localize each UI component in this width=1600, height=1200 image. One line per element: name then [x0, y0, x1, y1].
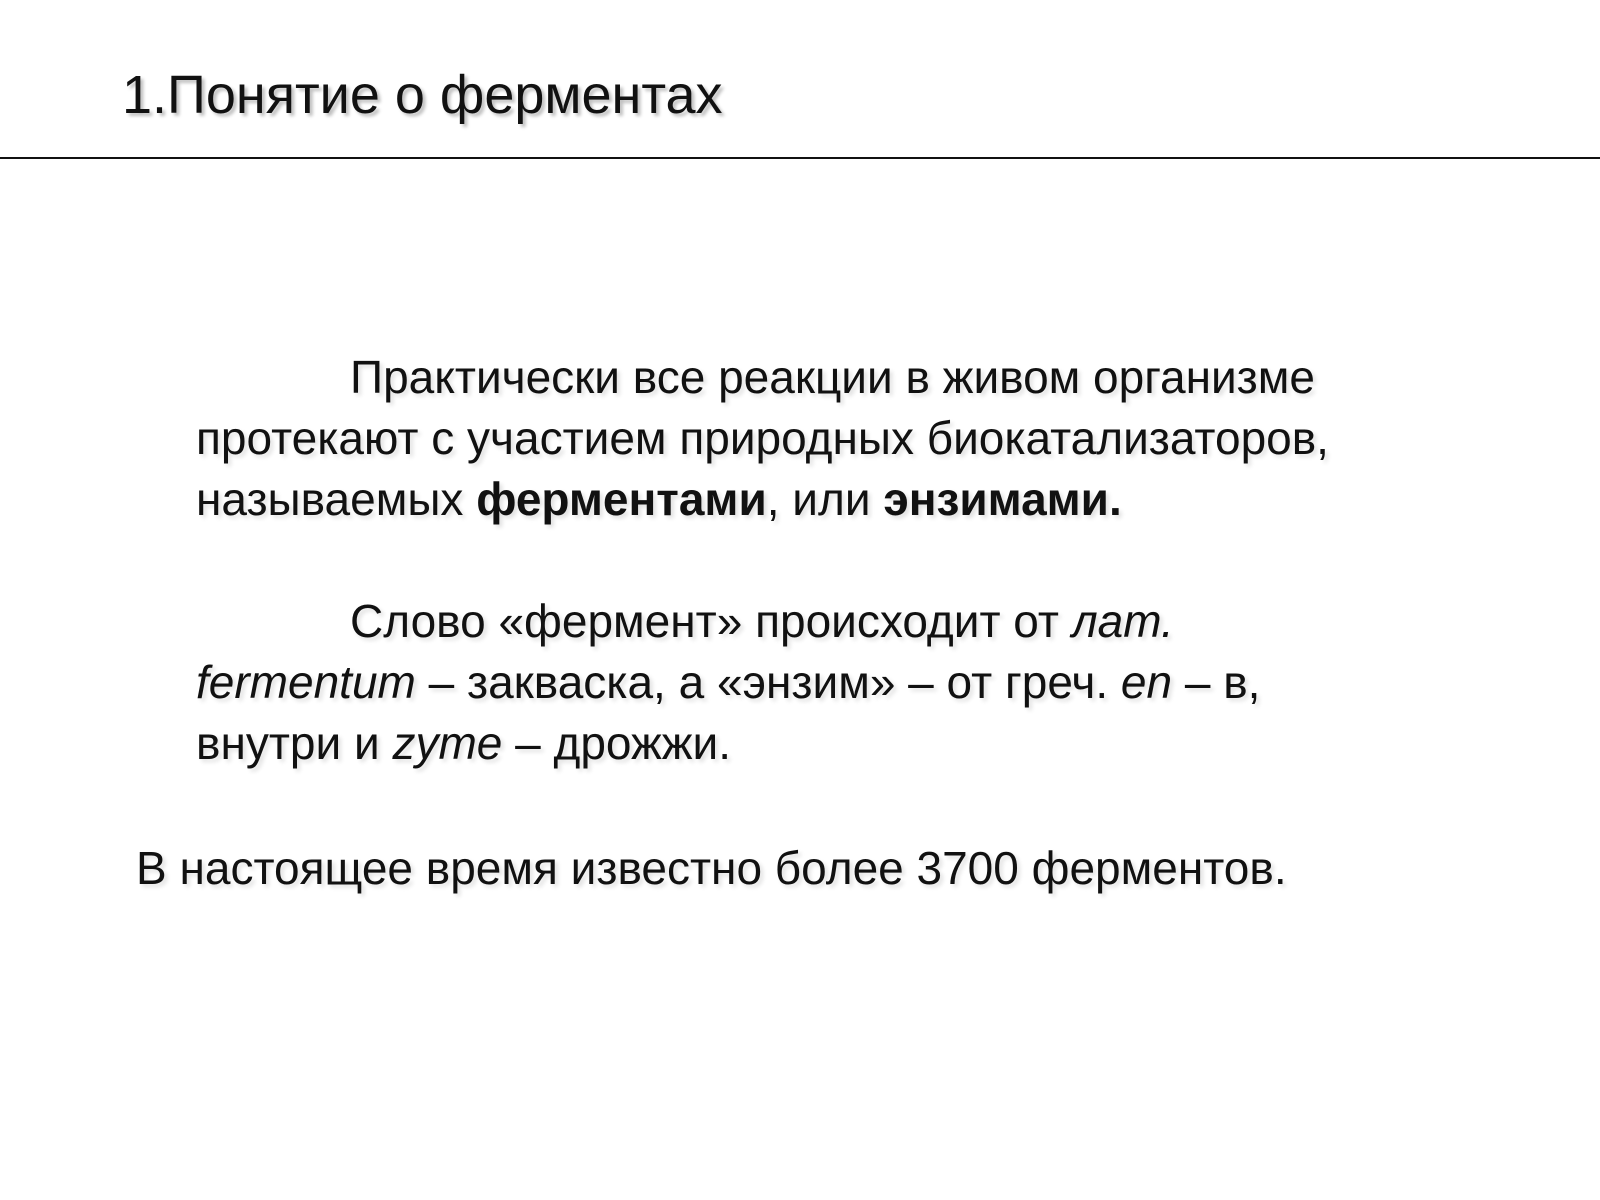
paragraph2-line1-prefix: Слово «фермент» происходит от	[350, 595, 1072, 647]
word-zyme: zyme	[392, 717, 503, 769]
paragraph1-line2: протекают с участием природных биокатализаторов,	[196, 412, 1329, 464]
slide-title: 1.Понятие о ферментах	[122, 65, 723, 125]
paragraph2-line2-mid: – закваска, а «энзим» – от греч.	[415, 656, 1121, 708]
paragraph2-line3	[196, 713, 1496, 774]
paragraph1-line3-mid: , или	[766, 473, 884, 525]
paragraph2-line3-prefix: внутри и	[196, 717, 393, 769]
paragraph2-line2	[196, 652, 1496, 713]
paragraph-enzymes-definition	[196, 347, 1496, 530]
paragraph1-line3	[196, 469, 1496, 530]
paragraph-etymology	[196, 591, 1496, 774]
word-fermentum: fermentum	[196, 656, 416, 708]
paragraph2-line3-suffix: – дрожжи.	[502, 717, 732, 769]
word-en: en	[1120, 656, 1173, 708]
paragraph2-line2-suffix: – в,	[1172, 656, 1261, 708]
paragraph-enzyme-count: В настоящее время известно более 3700 ферментов.	[136, 842, 1287, 894]
paragraph1-line3-prefix: называемых	[196, 473, 477, 525]
paragraph1-line1: Практически все реакции в живом организме	[350, 351, 1315, 403]
term-enzimy: энзимами.	[883, 473, 1122, 525]
term-fermenty: ферментами	[476, 473, 767, 525]
title-divider	[0, 157, 1600, 159]
paragraph2-line1	[196, 591, 1496, 652]
abbr-lat: лат.	[1071, 595, 1174, 647]
